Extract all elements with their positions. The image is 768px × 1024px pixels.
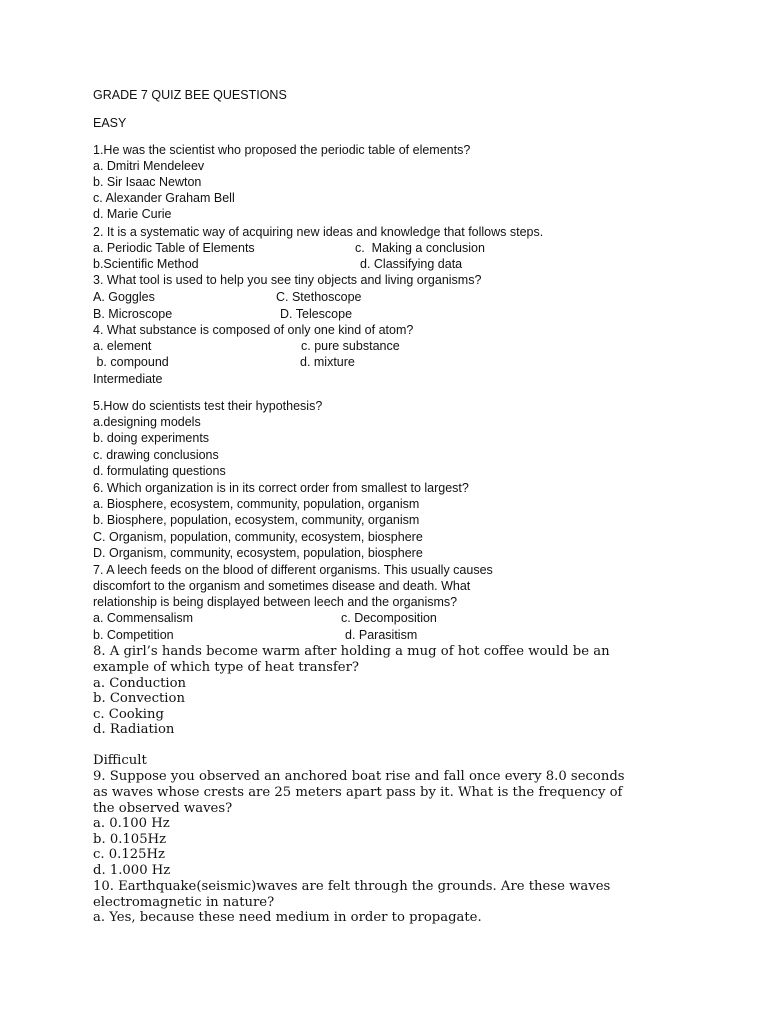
q9-option-b: b. 0.105Hz (93, 832, 167, 847)
q1-option-c: c. Alexander Graham Bell (93, 191, 235, 205)
q7-option-c: c. Decomposition (341, 611, 437, 625)
question-8-line-1: 8. A girl’s hands become warm after holding a mug of hot coffee would be an (93, 644, 610, 659)
q5-option-c: c. drawing conclusions (93, 448, 219, 462)
q9-option-d: d. 1.000 Hz (93, 863, 171, 878)
q1-option-b: b. Sir Isaac Newton (93, 175, 202, 189)
section-heading-difficult: Difficult (93, 753, 147, 768)
question-10-line-2: electromagnetic in nature? (93, 895, 275, 910)
question-9-line-1: 9. Suppose you observed an anchored boat rise and fall once every 8.0 seconds (93, 769, 625, 784)
q3-option-a: A. Goggles (93, 290, 155, 304)
question-8-line-2: example of which type of heat transfer? (93, 660, 359, 675)
q6-option-c: C. Organism, population, community, ecosystem, biosphere (93, 530, 423, 544)
q4-option-a: a. element (93, 339, 152, 353)
q2-option-d: d. Classifying data (360, 257, 463, 271)
question-10-line-1: 10. Earthquake(seismic)waves are felt through the grounds. Are these waves (93, 879, 611, 894)
question-2: 2. It is a systematic way of acquiring new ideas and knowledge that follows steps. (93, 225, 544, 239)
q5-option-b: b. doing experiments (93, 431, 210, 445)
q6-option-b: b. Biosphere, population, ecosystem, community, organism (93, 513, 420, 527)
q7-option-b: b. Competition (93, 628, 174, 642)
q5-option-d: d. formulating questions (93, 464, 226, 478)
section-heading-intermediate: Intermediate (93, 372, 163, 386)
q9-option-a: a. 0.100 Hz (93, 816, 170, 831)
q4-option-d: d. mixture (300, 355, 355, 369)
question-7-line-1: 7. A leech feeds on the blood of different organisms. This usually causes (93, 563, 493, 577)
q3-option-c: C. Stethoscope (276, 290, 362, 304)
q5-option-a: a.designing models (93, 415, 201, 429)
q6-option-a: a. Biosphere, ecosystem, community, population, organism (93, 497, 420, 511)
q1-option-d: d. Marie Curie (93, 207, 172, 221)
question-9-line-3: the observed waves? (93, 801, 233, 816)
section-heading-easy: EASY (93, 116, 127, 130)
q4-option-c: c. pure substance (301, 339, 400, 353)
q2-option-b: b.Scientific Method (93, 257, 199, 271)
q3-option-d: D. Telescope (280, 307, 353, 321)
question-7-line-3: relationship is being displayed between leech and the organisms? (93, 595, 458, 609)
q2-option-a: a. Periodic Table of Elements (93, 241, 255, 255)
q1-option-a: a. Dmitri Mendeleev (93, 159, 205, 173)
q8-option-b: b. Convection (93, 691, 185, 706)
q6-option-d: D. Organism, community, ecosystem, population, biosphere (93, 546, 423, 560)
q9-option-c: c. 0.125Hz (93, 847, 165, 862)
q10-option-a: a. Yes, because these need medium in order to propagate. (93, 910, 482, 925)
q8-option-a: a. Conduction (93, 676, 187, 691)
q8-option-c: c. Cooking (93, 707, 164, 722)
q7-option-d: d. Parasitism (345, 628, 418, 642)
question-3: 3. What tool is used to help you see tiny objects and living organisms? (93, 273, 482, 287)
q4-option-b: b. compound (93, 355, 169, 369)
question-4: 4. What substance is composed of only one kind of atom? (93, 323, 414, 337)
q3-option-b: B. Microscope (93, 307, 173, 321)
q2-option-c: c. Making a conclusion (355, 241, 485, 255)
question-5: 5.How do scientists test their hypothesis? (93, 399, 323, 413)
question-9-line-2: as waves whose crests are 25 meters apart pass by it. What is the frequency of (93, 785, 623, 800)
q8-option-d: d. Radiation (93, 722, 175, 737)
q7-option-a: a. Commensalism (93, 611, 194, 625)
question-7-line-2: discomfort to the organism and sometimes disease and death. What (93, 579, 471, 593)
question-6: 6. Which organization is in its correct order from smallest to largest? (93, 481, 469, 495)
question-1: 1.He was the scientist who proposed the periodic table of elements? (93, 143, 471, 157)
page-title: GRADE 7 QUIZ BEE QUESTIONS (93, 88, 287, 102)
